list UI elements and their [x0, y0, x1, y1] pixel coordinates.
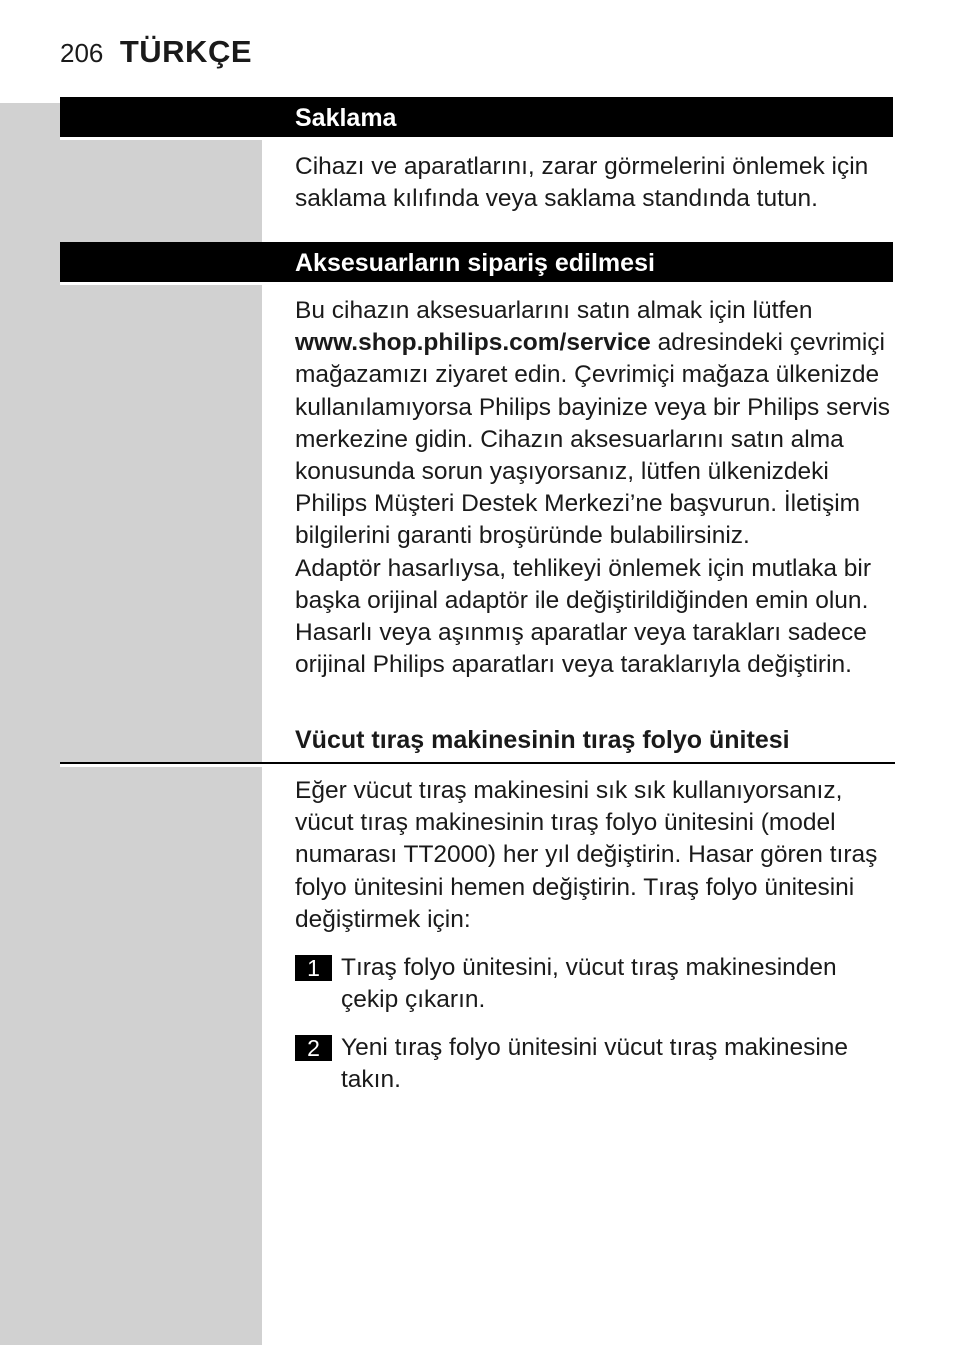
language-title: TÜRKÇE — [119, 34, 253, 69]
paragraph: Eğer vücut tıraş makinesini sık sık kullanıyorsanız, vücut tıraş makinesinin tıraş folyo ünitesini (model numarası TT2000) her yıl değiştirin. Hasar gören tıraş folyo ünitesini hemen değiştirin. Tıraş folyo ünitesini değiştirmek için: — [295, 777, 878, 933]
step-number-badge: 1 — [295, 955, 332, 981]
paragraph: Adaptör hasarlıysa, tehlikeyi önlemek için mutlaka bir başka orijinal adaptör ile değiştirildiğinden emin olun. Hasarlı veya aşınmış aparatlar veya tarakları sadece orijinal Philips aparatları veya taraklarıyla değiştirin. — [295, 554, 872, 679]
section-heading-aksesuar — [60, 242, 893, 282]
section-body-aksesuar — [295, 295, 895, 681]
paragraph: Cihazı ve aparatlarını, zarar görmelerini önlemek için saklama kılıfında veya saklama standında tutun. — [295, 153, 869, 213]
page-header — [60, 34, 252, 70]
after-link-text: adresindeki çevrimiçi mağazamızı ziyaret edin. Çevrimiçi mağaza ülkenizde kullanılamıyorsa Philips bayinize veya bir Philips servis merkezine gidin. Cihazın aksesuarlarını satın alma konusunda sorun yaşıyorsanız, lütfen ülkenizdeki Philips Müşteri Destek Merkezi’ne başvurun. İletişim bilgilerini garanti broşüründe bulabilirsiniz. — [295, 329, 891, 550]
section-heading-saklama — [60, 97, 893, 137]
step-number-badge: 2 — [295, 1035, 332, 1061]
step-text: Yeni tıraş folyo ünitesini vücut tıraş makinesine takın. — [341, 1034, 849, 1094]
section-heading-text: Saklama — [295, 104, 397, 132]
page-number: 206 — [60, 38, 104, 68]
rule-gap — [60, 764, 262, 767]
section-body-folyo — [295, 775, 895, 936]
heading-divider — [60, 137, 262, 140]
step-item — [295, 1032, 895, 1096]
left-margin-band — [0, 103, 262, 1345]
section-heading-text: Aksesuarların sipariş edilmesi — [295, 249, 655, 277]
intro-text: Bu cihazın aksesuarlarını satın almak için lütfen — [295, 297, 813, 324]
heading-divider — [60, 282, 262, 285]
paragraph — [295, 295, 895, 553]
section-body-saklama — [295, 151, 895, 215]
step-text: Tıraş folyo ünitesini, vücut tıraş makinesinden çekip çıkarın. — [341, 954, 837, 1014]
sub-heading-folyo: Vücut tıraş makinesinin tıraş folyo ünitesi — [295, 726, 790, 754]
step-item — [295, 952, 895, 1016]
shop-link[interactable]: www.shop.philips.com/service — [295, 329, 651, 357]
